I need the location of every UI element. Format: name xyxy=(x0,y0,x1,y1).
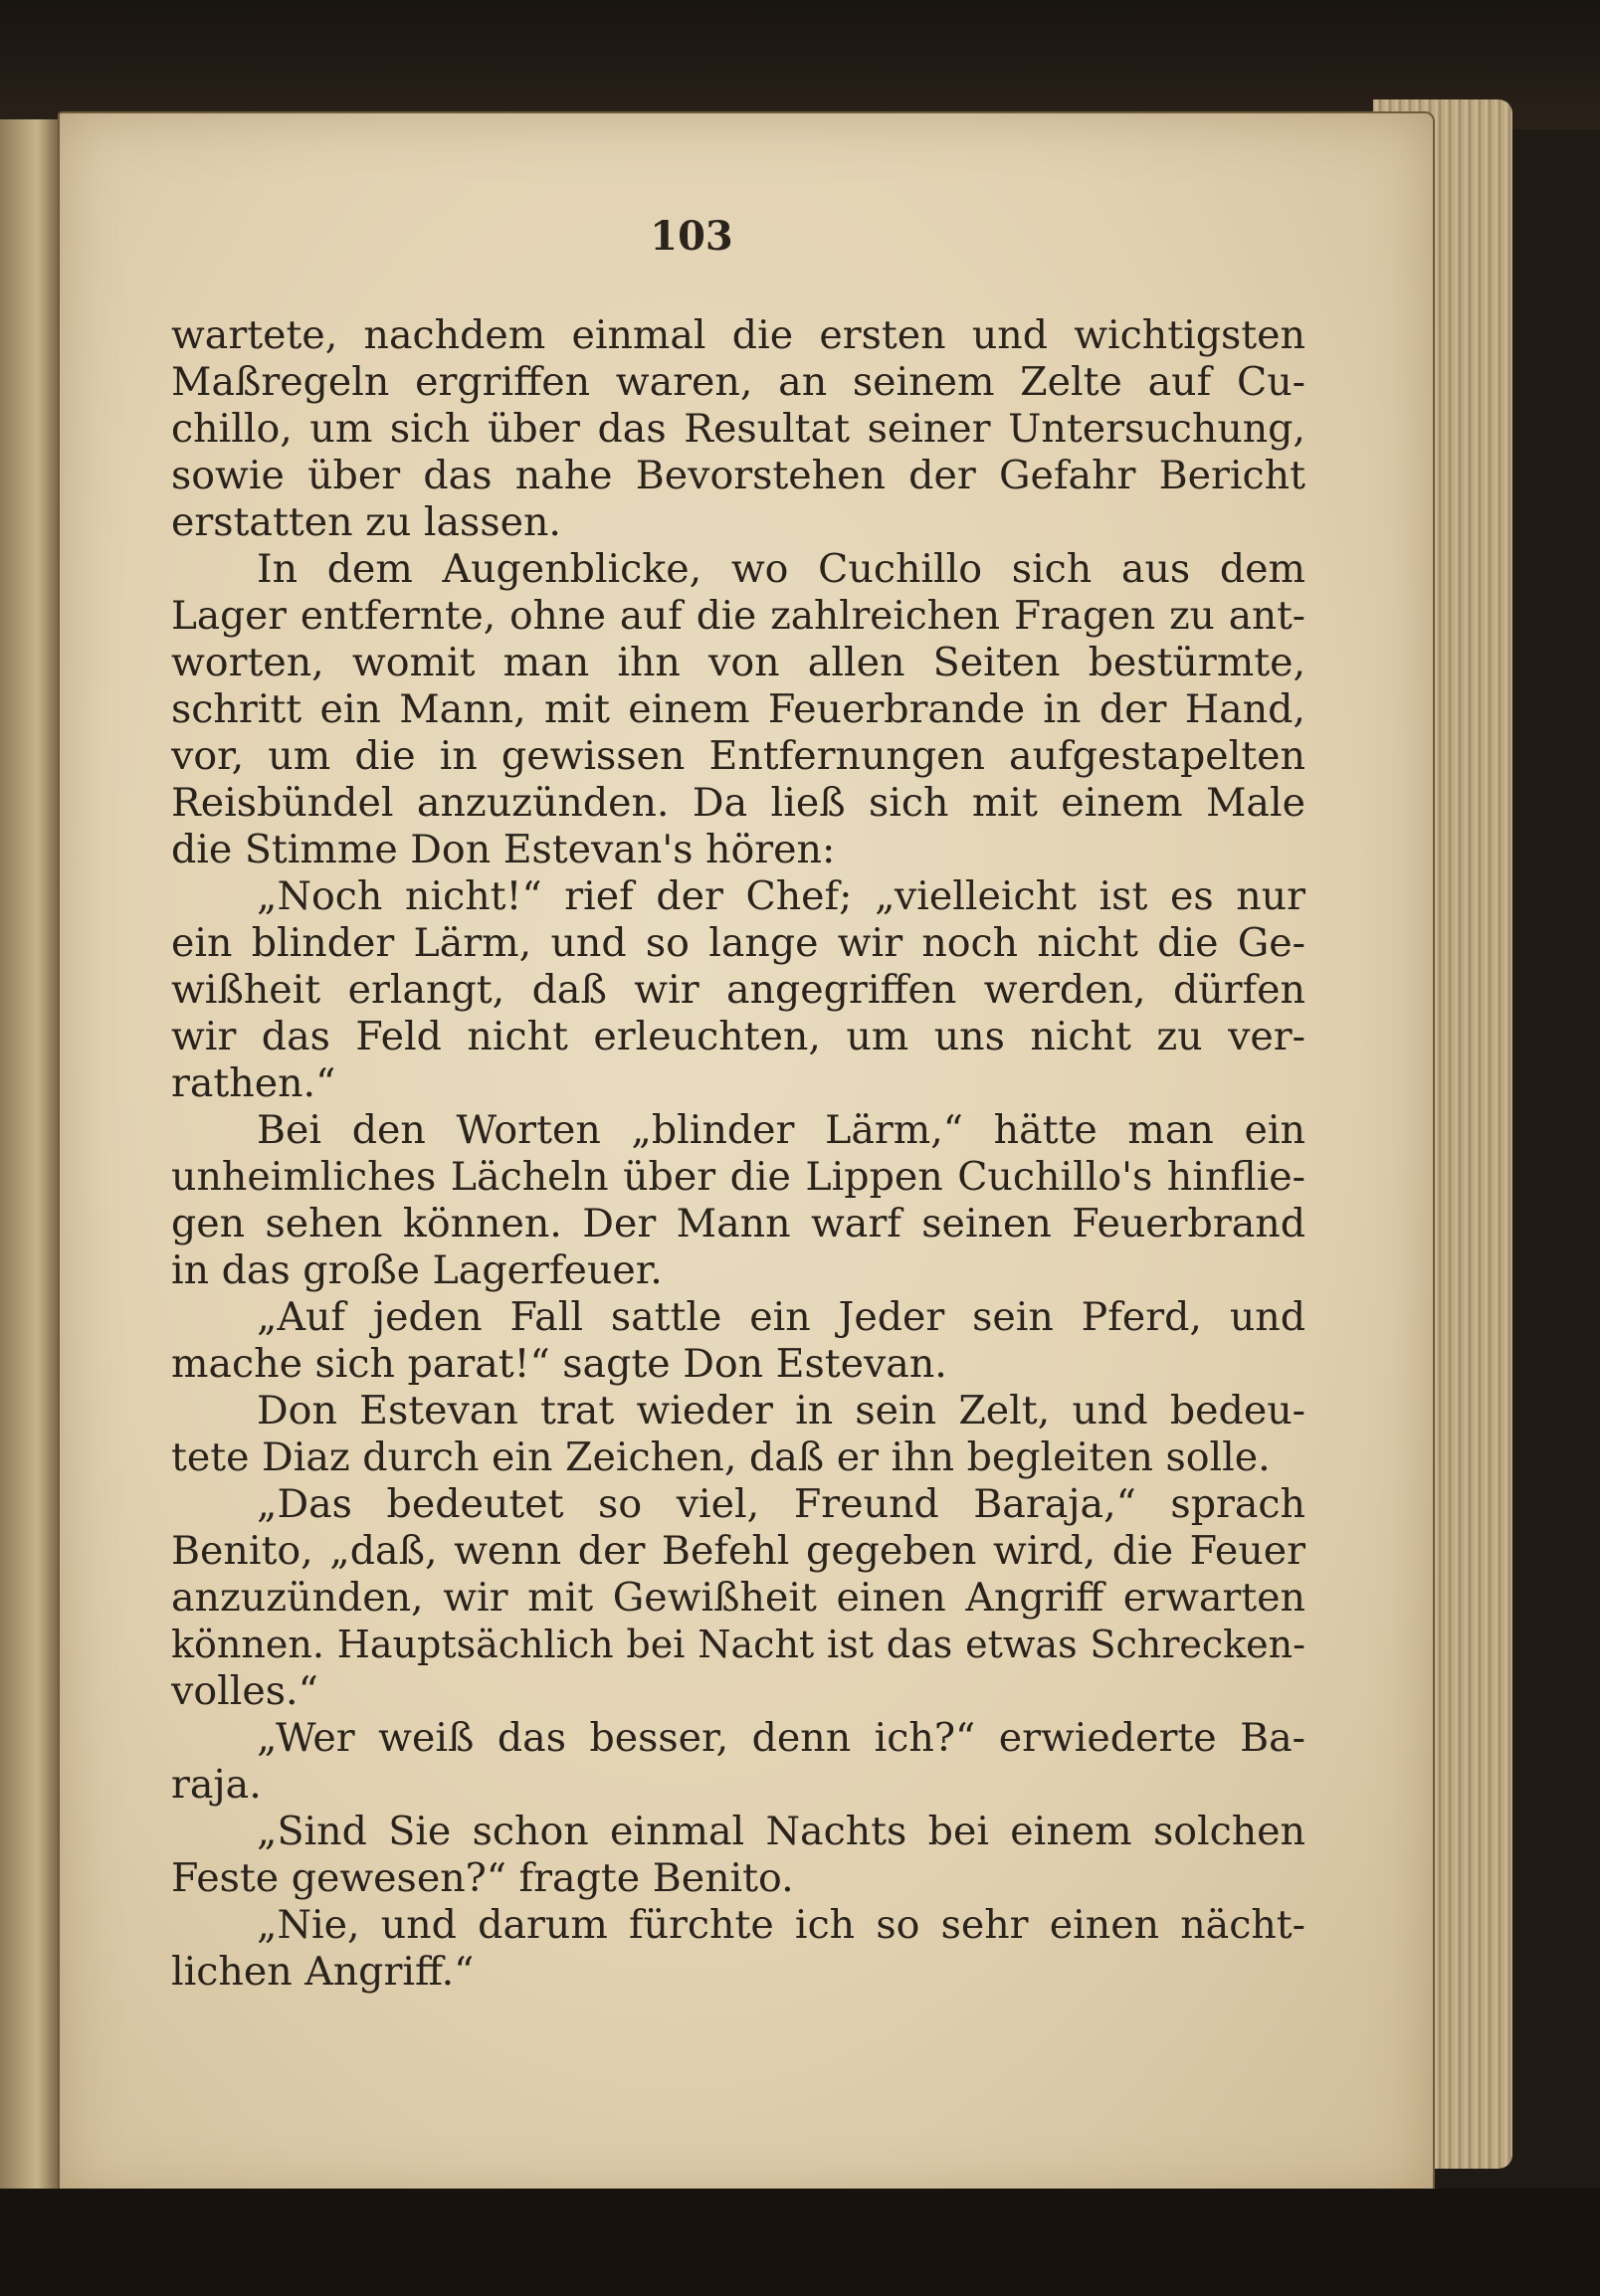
text-line: Maßregeln ergriffen waren, an seinem Zelte auf Cu- xyxy=(171,359,1305,405)
text-line: worten, womit man ihn von allen Seiten bestürmte, xyxy=(171,640,1305,685)
text-line: Don Estevan trat wieder in sein Zelt, und bedeu- xyxy=(257,1388,1305,1434)
text-line: Bei den Worten „blinder Lärm,“ hätte man ein xyxy=(257,1107,1305,1153)
text-line: unheimliches Lächeln über die Lippen Cuchillo's hinflie- xyxy=(171,1154,1305,1200)
text-line: tete Diaz durch ein Zeichen, daß er ihn begleiten solle. xyxy=(171,1435,1271,1480)
text-line: die Stimme Don Estevan's hören: xyxy=(171,827,836,872)
text-line: lichen Angriff.“ xyxy=(171,1949,475,1995)
background-top xyxy=(0,0,1600,129)
text-line: „Wer weiß das besser, denn ich?“ erwiederte Ba- xyxy=(257,1715,1305,1761)
book-page xyxy=(58,111,1435,2204)
text-line: wißheit erlangt, daß wir angegriffen werden, dürfen xyxy=(171,967,1305,1013)
text-line: rathen.“ xyxy=(171,1060,336,1106)
left-page-edge xyxy=(0,119,65,2218)
text-line: wartete, nachdem einmal die ersten und wichtigsten xyxy=(171,312,1305,358)
text-line: raja. xyxy=(171,1762,262,1808)
text-line: Feste gewesen?“ fragte Benito. xyxy=(171,1855,794,1901)
text-line: chillo, um sich über das Resultat seiner Untersuchung, xyxy=(171,406,1305,452)
text-line: „Noch nicht!“ rief der Chef; „vielleicht ist es nur xyxy=(257,873,1305,919)
text-line: „Das bedeutet so viel, Freund Baraja,“ sprach xyxy=(257,1481,1305,1527)
text-line: vor, um die in gewissen Entfernungen aufgestapelten xyxy=(171,733,1305,779)
text-line: in das große Lagerfeuer. xyxy=(171,1247,663,1293)
text-line: „Sind Sie schon einmal Nachts bei einem solchen xyxy=(257,1809,1305,1854)
text-line: erstatten zu lassen. xyxy=(171,499,561,545)
text-line: Reisbündel anzuzünden. Da ließ sich mit einem Male xyxy=(171,780,1305,826)
text-line: mache sich parat!“ sagte Don Estevan. xyxy=(171,1341,947,1387)
text-line: sowie über das nahe Bevorstehen der Gefahr Bericht xyxy=(171,453,1305,498)
text-line: Benito, „daß, wenn der Befehl gegeben wird, die Feuer xyxy=(171,1528,1305,1574)
text-line: wir das Feld nicht erleuchten, um uns nicht zu ver- xyxy=(171,1014,1305,1059)
text-line: volles.“ xyxy=(171,1668,318,1714)
text-line: „Nie, und darum fürchte ich so sehr einen nächt- xyxy=(257,1902,1305,1948)
text-line: können. Hauptsächlich bei Nacht ist das etwas Schrecken- xyxy=(171,1623,1305,1666)
text-line: „Auf jeden Fall sattle ein Jeder sein Pferd, und xyxy=(257,1294,1305,1340)
text-line: schritt ein Mann, mit einem Feuerbrande in der Hand, xyxy=(171,686,1305,732)
background-bottom xyxy=(0,2189,1600,2296)
text-line: In dem Augenblicke, wo Cuchillo sich aus dem xyxy=(257,546,1305,592)
page-text xyxy=(171,312,1305,1996)
text-line: anzuzünden, wir mit Gewißheit einen Angriff erwarten xyxy=(171,1575,1305,1621)
text-line: gen sehen können. Der Mann warf seinen Feuerbrand xyxy=(171,1201,1305,1246)
text-line: Lager entfernte, ohne auf die zahlreichen Fragen zu ant- xyxy=(171,594,1305,639)
page-number: 103 xyxy=(650,213,733,260)
text-line: ein blinder Lärm, und so lange wir noch nicht die Ge- xyxy=(171,920,1305,966)
